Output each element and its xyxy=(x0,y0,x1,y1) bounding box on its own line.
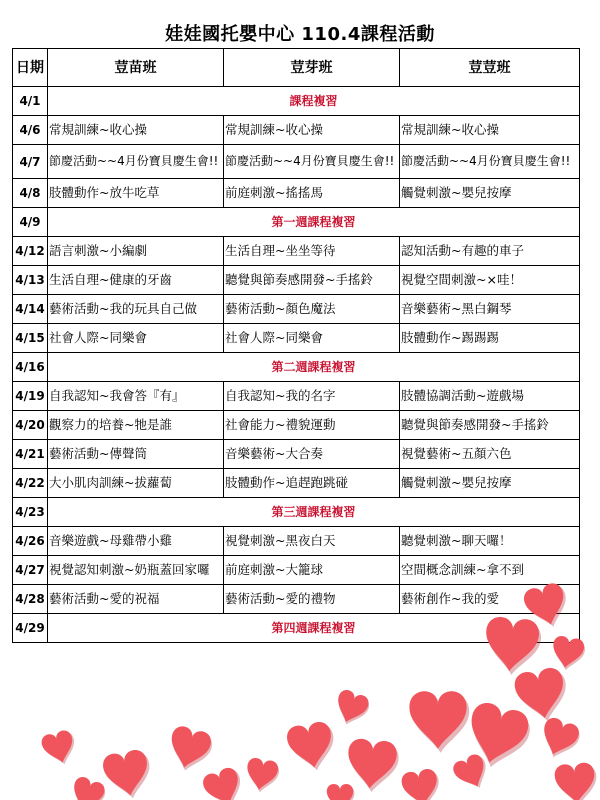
schedule-table xyxy=(12,48,580,643)
table-row xyxy=(13,469,580,498)
heart-icon xyxy=(461,700,535,775)
activity-cell: 肢體動作~踢踢踢 xyxy=(400,324,580,353)
table-row xyxy=(13,266,580,295)
date-cell: 4/6 xyxy=(13,116,48,145)
activity-cell: 視覺刺激~黑夜白天 xyxy=(224,527,400,556)
date-cell: 4/8 xyxy=(13,179,48,208)
table-row xyxy=(13,614,580,643)
date-cell: 4/16 xyxy=(13,353,48,382)
heart-icon xyxy=(67,775,109,800)
table-row xyxy=(13,324,580,353)
activity-cell: 前庭刺激~搖搖馬 xyxy=(224,179,400,208)
heart-icon xyxy=(101,748,155,800)
activity-cell: 觸覺刺激~嬰兒按摩 xyxy=(400,179,580,208)
header-class-bean: 荳荳班 xyxy=(400,49,580,87)
table-row xyxy=(13,585,580,614)
heart-icon xyxy=(40,728,80,768)
activity-cell: 節慶活動~~4月份寶貝慶生會!! xyxy=(224,145,400,179)
review-cell: 第四週課程複習 xyxy=(48,614,580,643)
activity-cell: 藝術活動~顏色魔法 xyxy=(224,295,400,324)
table-row xyxy=(13,382,580,411)
activity-cell: 音樂藝術~大合奏 xyxy=(224,440,400,469)
activity-cell: 藝術活動~傳聲筒 xyxy=(48,440,224,469)
date-cell: 4/14 xyxy=(13,295,48,324)
table-row xyxy=(13,87,580,116)
activity-cell: 常規訓練~收心操 xyxy=(48,116,224,145)
table-row xyxy=(13,527,580,556)
activity-cell: 生活自理~坐坐等待 xyxy=(224,237,400,266)
table-row xyxy=(13,440,580,469)
table-row xyxy=(13,208,580,237)
activity-cell: 社會能力~禮貌運動 xyxy=(224,411,400,440)
activity-cell: 常規訓練~收心操 xyxy=(224,116,400,145)
table-row xyxy=(13,145,580,179)
header-date: 日期 xyxy=(13,49,48,87)
date-cell: 4/12 xyxy=(13,237,48,266)
table-row xyxy=(13,179,580,208)
date-cell: 4/13 xyxy=(13,266,48,295)
date-cell: 4/7 xyxy=(13,145,48,179)
review-cell: 第二週課程複習 xyxy=(48,353,580,382)
activity-cell: 視覺空間刺激~×哇！ xyxy=(400,266,580,295)
heart-icon xyxy=(327,784,355,800)
heart-icon xyxy=(345,738,400,794)
activity-cell: 節慶活動~~4月份寶貝慶生會!! xyxy=(400,145,580,179)
activity-cell: 聽覺與節奏感開發~手搖鈴 xyxy=(400,411,580,440)
activity-cell: 肢體動作~放牛吃草 xyxy=(48,179,224,208)
review-cell: 課程複習 xyxy=(48,87,580,116)
date-cell: 4/27 xyxy=(13,556,48,585)
table-row xyxy=(13,556,580,585)
heart-icon xyxy=(409,691,469,752)
activity-cell: 節慶活動~~4月份寶貝慶生會!! xyxy=(48,145,224,179)
activity-cell: 語言刺激~小編劇 xyxy=(48,237,224,266)
activity-cell: 社會人際~同樂會 xyxy=(48,324,224,353)
date-cell: 4/21 xyxy=(13,440,48,469)
date-cell: 4/28 xyxy=(13,585,48,614)
activity-cell: 空間概念訓練~拿不到 xyxy=(400,556,580,585)
activity-cell: 藝術活動~我的玩具自己做 xyxy=(48,295,224,324)
date-cell: 4/1 xyxy=(13,87,48,116)
date-cell: 4/9 xyxy=(13,208,48,237)
date-cell: 4/26 xyxy=(13,527,48,556)
review-cell: 第三週課程複習 xyxy=(48,498,580,527)
header-class-seedling: 荳苗班 xyxy=(48,49,224,87)
date-cell: 4/20 xyxy=(13,411,48,440)
heart-icon xyxy=(285,720,339,775)
heart-icon xyxy=(513,666,572,726)
activity-cell: 視覺認知刺激~奶瓶蓋回家囉 xyxy=(48,556,224,585)
table-row xyxy=(13,295,580,324)
date-cell: 4/23 xyxy=(13,498,48,527)
activity-cell: 藝術活動~愛的禮物 xyxy=(224,585,400,614)
activity-cell: 肢體動作~追趕跑跳碰 xyxy=(224,469,400,498)
activity-cell: 聽覺與節奏感開發~手搖鈴 xyxy=(224,266,400,295)
activity-cell: 觀察力的培養~牠是誰 xyxy=(48,411,224,440)
date-cell: 4/22 xyxy=(13,469,48,498)
heart-icon xyxy=(243,757,280,795)
heart-icon xyxy=(536,715,584,763)
table-row xyxy=(13,498,580,527)
table-row xyxy=(13,237,580,266)
heart-icon xyxy=(554,762,599,800)
table-row xyxy=(13,353,580,382)
heart-icon xyxy=(451,751,494,795)
activity-cell: 視覺藝術~五顏六色 xyxy=(400,440,580,469)
heart-icon xyxy=(400,767,443,800)
activity-cell: 肢體協調活動~遊戲場 xyxy=(400,382,580,411)
activity-cell: 自我認知~我的名字 xyxy=(224,382,400,411)
review-cell: 第一週課程複習 xyxy=(48,208,580,237)
activity-cell: 聽覺刺激~聊天囉！ xyxy=(400,527,580,556)
table-row xyxy=(13,116,580,145)
heart-icon xyxy=(331,688,373,730)
activity-cell: 音樂藝術~黑白鋼琴 xyxy=(400,295,580,324)
activity-cell: 音樂遊戲~母雞帶小雞 xyxy=(48,527,224,556)
activity-cell: 觸覺刺激~嬰兒按摩 xyxy=(400,469,580,498)
heart-icon xyxy=(164,724,215,776)
activity-cell: 前庭刺激~大籠球 xyxy=(224,556,400,585)
activity-cell: 藝術創作~我的愛 xyxy=(400,585,580,614)
table-row xyxy=(13,411,580,440)
heart-icon xyxy=(200,765,248,800)
activity-cell: 常規訓練~收心操 xyxy=(400,116,580,145)
page-title: 娃娃國托嬰中心 110.4課程活動 xyxy=(165,24,435,45)
activity-cell: 藝術活動~愛的祝福 xyxy=(48,585,224,614)
date-cell: 4/19 xyxy=(13,382,48,411)
date-cell: 4/29 xyxy=(13,614,48,643)
activity-cell: 社會人際~同樂會 xyxy=(224,324,400,353)
activity-cell: 生活自理~健康的牙齒 xyxy=(48,266,224,295)
activity-cell: 自我認知~我會答『有』 xyxy=(48,382,224,411)
date-cell: 4/15 xyxy=(13,324,48,353)
activity-cell: 大小肌肉訓練~拔蘿蔔 xyxy=(48,469,224,498)
header-row xyxy=(13,49,580,87)
header-class-sprout: 荳芽班 xyxy=(224,49,400,87)
activity-cell: 認知活動~有趣的車子 xyxy=(400,237,580,266)
